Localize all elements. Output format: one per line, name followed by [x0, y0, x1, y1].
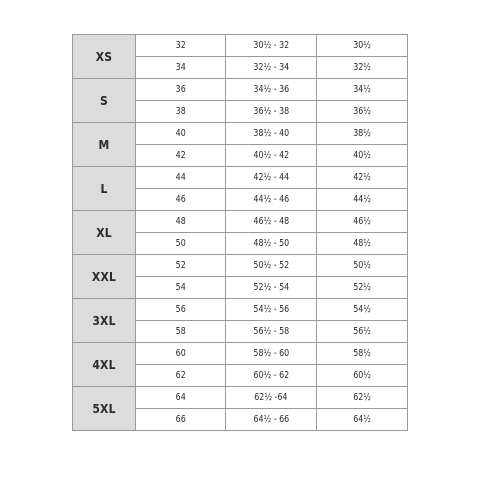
- measurement-value: 34½: [353, 83, 371, 95]
- measurement-cell: [136, 387, 226, 409]
- measurement-cell: [226, 57, 317, 79]
- measurement-value: 38½: [353, 127, 371, 139]
- size-label: XXL: [73, 255, 136, 299]
- measurement-value: 50½: [353, 259, 371, 271]
- measurement-cell: [226, 409, 317, 431]
- measurement-cell: [317, 321, 408, 343]
- measurement-cell: [136, 145, 226, 167]
- table-row: [73, 123, 408, 145]
- measurement-cell: [136, 299, 226, 321]
- measurement-value: 48: [175, 215, 186, 227]
- measurement-value: 40: [175, 127, 186, 139]
- measurement-value: 30½: [353, 39, 371, 51]
- size-label: 5XL: [73, 387, 136, 431]
- measurement-value: 36: [175, 83, 186, 95]
- measurement-cell: [317, 189, 408, 211]
- measurement-value: 40½ - 42: [253, 149, 289, 161]
- measurement-value: 42½: [353, 171, 371, 183]
- size-label: M: [73, 123, 136, 167]
- measurement-value: 42½ - 44: [253, 171, 289, 183]
- measurement-value: 56½: [353, 325, 371, 337]
- measurement-cell: [317, 255, 408, 277]
- measurement-value: 44½: [353, 193, 371, 205]
- measurement-cell: [136, 321, 226, 343]
- measurement-cell: [136, 233, 226, 255]
- measurement-cell: [317, 233, 408, 255]
- measurement-cell: [226, 167, 317, 189]
- measurement-value: 58½ - 60: [253, 347, 289, 359]
- measurement-value: 38½ - 40: [253, 127, 289, 139]
- measurement-cell: [317, 57, 408, 79]
- measurement-value: 46: [175, 193, 186, 205]
- table-row: [73, 211, 408, 233]
- measurement-value: 58: [175, 325, 186, 337]
- measurement-cell: [226, 211, 317, 233]
- measurement-cell: [226, 277, 317, 299]
- measurement-cell: [317, 299, 408, 321]
- table-row: [73, 167, 408, 189]
- measurement-cell: [317, 35, 408, 57]
- measurement-value: 32½: [353, 61, 371, 73]
- measurement-cell: [317, 211, 408, 233]
- measurement-value: 44: [175, 171, 186, 183]
- measurement-value: 48½: [353, 237, 371, 249]
- measurement-cell: [317, 343, 408, 365]
- size-chart-body: [73, 35, 408, 431]
- table-row: [73, 387, 408, 409]
- measurement-cell: [136, 123, 226, 145]
- measurement-cell: [226, 299, 317, 321]
- measurement-value: 36½: [353, 105, 371, 117]
- measurement-value: 32: [175, 39, 186, 51]
- measurement-value: 44½ - 46: [253, 193, 289, 205]
- measurement-value: 54½: [353, 303, 371, 315]
- measurement-value: 48½ - 50: [253, 237, 289, 249]
- table-row: [73, 79, 408, 101]
- measurement-value: 64½: [353, 413, 371, 425]
- size-label: 3XL: [73, 299, 136, 343]
- measurement-cell: [226, 35, 317, 57]
- measurement-cell: [136, 167, 226, 189]
- measurement-value: 54: [175, 281, 186, 293]
- measurement-value: 56: [175, 303, 186, 315]
- measurement-cell: [226, 255, 317, 277]
- measurement-cell: [226, 101, 317, 123]
- measurement-value: 60: [175, 347, 186, 359]
- measurement-cell: [136, 211, 226, 233]
- size-label: 4XL: [73, 343, 136, 387]
- measurement-value: 32½ - 34: [253, 61, 289, 73]
- measurement-cell: [317, 123, 408, 145]
- measurement-cell: [226, 79, 317, 101]
- measurement-value: 52: [175, 259, 186, 271]
- size-label: XS: [73, 35, 136, 79]
- measurement-value: 30½ - 32: [253, 39, 289, 51]
- measurement-cell: [136, 101, 226, 123]
- measurement-value: 56½ - 58: [253, 325, 289, 337]
- measurement-value: 60½: [353, 369, 371, 381]
- measurement-value: 62½ -64: [254, 391, 288, 403]
- measurement-cell: [317, 409, 408, 431]
- measurement-value: 50½ - 52: [253, 259, 289, 271]
- measurement-cell: [226, 145, 317, 167]
- measurement-value: 46½: [353, 215, 371, 227]
- measurement-cell: [136, 57, 226, 79]
- table-row: [73, 35, 408, 57]
- measurement-value: 66: [175, 413, 186, 425]
- measurement-value: 64½ - 66: [253, 413, 289, 425]
- measurement-value: 52½: [353, 281, 371, 293]
- measurement-cell: [317, 387, 408, 409]
- measurement-value: 54½ - 56: [253, 303, 289, 315]
- measurement-cell: [136, 35, 226, 57]
- size-chart-table: [72, 34, 408, 431]
- measurement-cell: [226, 189, 317, 211]
- measurement-cell: [136, 277, 226, 299]
- measurement-value: 40½: [353, 149, 371, 161]
- table-row: [73, 299, 408, 321]
- measurement-cell: [136, 255, 226, 277]
- measurement-value: 34: [175, 61, 186, 73]
- measurement-value: 36½ - 38: [253, 105, 289, 117]
- measurement-cell: [136, 343, 226, 365]
- measurement-cell: [226, 387, 317, 409]
- measurement-cell: [317, 365, 408, 387]
- measurement-cell: [136, 365, 226, 387]
- measurement-cell: [317, 277, 408, 299]
- measurement-cell: [136, 409, 226, 431]
- measurement-cell: [226, 343, 317, 365]
- measurement-value: 38: [175, 105, 186, 117]
- size-label: L: [73, 167, 136, 211]
- measurement-cell: [226, 365, 317, 387]
- table-row: [73, 255, 408, 277]
- measurement-value: 50: [175, 237, 186, 249]
- measurement-cell: [136, 189, 226, 211]
- measurement-cell: [317, 79, 408, 101]
- measurement-value: 46½ - 48: [253, 215, 289, 227]
- measurement-value: 62½: [353, 391, 371, 403]
- measurement-cell: [317, 145, 408, 167]
- measurement-value: 42: [175, 149, 186, 161]
- size-label: S: [73, 79, 136, 123]
- size-label: XL: [73, 211, 136, 255]
- measurement-cell: [317, 167, 408, 189]
- table-row: [73, 343, 408, 365]
- measurement-value: 58½: [353, 347, 371, 359]
- measurement-value: 60½ - 62: [253, 369, 289, 381]
- measurement-value: 64: [175, 391, 186, 403]
- measurement-cell: [136, 79, 226, 101]
- measurement-value: 52½ - 54: [253, 281, 289, 293]
- measurement-cell: [226, 233, 317, 255]
- measurement-value: 34½ - 36: [253, 83, 289, 95]
- measurement-cell: [226, 321, 317, 343]
- measurement-cell: [226, 123, 317, 145]
- measurement-value: 62: [175, 369, 186, 381]
- measurement-cell: [317, 101, 408, 123]
